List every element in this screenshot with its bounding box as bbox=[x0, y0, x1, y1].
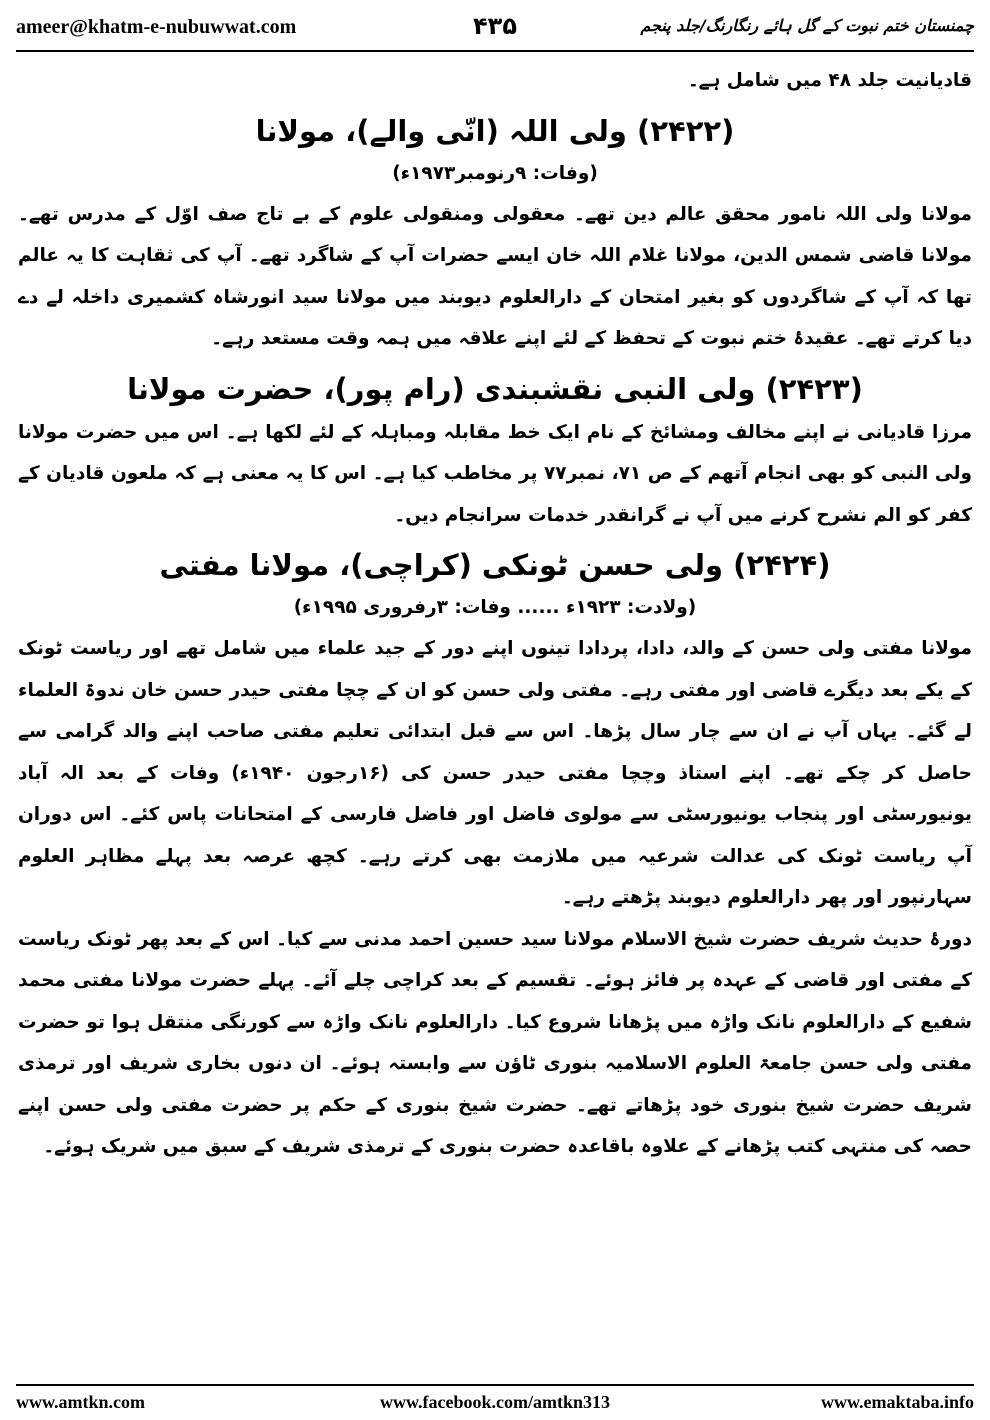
section-paragraph: مولانا ولی اللہ نامور محقق عالم دین تھے۔ معقولی ومنقولی علوم کے بے تاج صف اوّل کے مدرس تھے۔ مولانا قاضی شمس الدین، مولانا غلام اللہ خان ایسے حضرات آپ کے شاگرد تھے۔ آپ کی ثقاہت کا یہ عالم تھا کہ آپ کے شاگردوں کو بغیر امتحان کے دارالعلوم دیوبند میں مولانا سید انورشاہ کشمیری داخلہ لے دے دیا کرتے تھے۔ عقیدۂ ختم نبوت کے تحفظ کے لئے اپنے علاقہ میں ہمہ وقت مستعد رہے۔ bbox=[18, 203, 972, 349]
section-paragraph: مولانا مفتی ولی حسن کے والد، دادا، پردادا تینوں اپنے دور کے جید علماء میں شامل تھے اور ریاست ٹونک کے یکے بعد دیگرے قاضی اور مفتی رہے۔ مفتی ولی حسن کو ان کے چچا مفتی حیدر حسن خان ندوۃ العلماء لے گئے۔ یہاں آپ نے ان سے چار سال پڑھا۔ اس سے قبل ابتدائی تعلیم مفتی صاحب اپنے والد گرامی سے حاصل کر چکے تھے۔ اپنے استاذ وچچا مفتی حیدر حسن کی (۱۶رجون ۱۹۴۰ء) وفات کے بعد الہ آباد یونیورسٹی اور پنجاب یونیورسٹی سے مولوی فاضل اور فاضل فارسی کے امتحانات پاس کئے۔ اس دوران آپ ریاست ٹونک کی عدالت شرعیہ میں ملازمت بھی کرتے رہے۔ کچھ عرصہ بعد پہلے مظاہر العلوم سہارنپور اور پھر دارالعلوم دیوبند پڑھتے رہے۔ bbox=[18, 638, 973, 908]
section-heading: (۲۴۲۳) ولی النبی نقشبندی (رام پور)، حضرت مولانا bbox=[127, 371, 863, 406]
header-email: ameer@khatm-e-nubuwwat.com bbox=[16, 16, 297, 38]
section-2423 bbox=[18, 366, 972, 537]
footer-link-amtkn[interactable]: www.amtkn.com bbox=[16, 1392, 145, 1412]
book-title: چمنستان ختم نبوت کے گل ہائے رنگارنگ/جلد پنجم bbox=[640, 16, 974, 35]
footer-divider bbox=[16, 1384, 974, 1386]
section-heading: (۲۴۲۲) ولی اللہ (انّی والے)، مولانا bbox=[255, 113, 735, 148]
section-paragraph: دورۂ حدیث شریف حضرت شیخ الاسلام مولانا سید حسین احمد مدنی سے کیا۔ اس کے بعد پھر ٹونک ریاست کے مفتی اور قاضی کے عہدہ پر فائز ہوئے۔ تقسیم کے بعد کراچی چلے آئے۔ پہلے حضرت مولانا مفتی محمد شفیع کے دارالعلوم نانک واڑہ میں پڑھانا شروع کیا۔ دارالعلوم نانک واڑہ سے کورنگی منتقل ہوا تو حضرت مفتی ولی حسن جامعۃ العلوم الاسلامیہ بنوری ٹاؤن سے وابستہ ہوئے۔ ان دنوں بخاری شریف اور ترمذی شریف حضرت شیخ بنوری خود پڑھاتے تھے۔ حضرت شیخ بنوری کے حکم پر حضرت مفتی ولی حسن اپنے حصہ کی منتہی کتب پڑھانے کے علاوہ باقاعدہ حضرت بنوری کے ترمذی شریف کے سبق میں شریک ہوئے۔ bbox=[18, 928, 972, 1157]
section-2424 bbox=[18, 542, 972, 1168]
section-paragraph: مرزا قادیانی نے اپنے مخالف ومشائخ کے نام ایک خط مقابلہ ومباہلہ کے لئے لکھا ہے۔ اس میں حضرت مولانا ولی النبی کو بھی انجام آتھم کے ص ۷۱، نمبر۷۷ پر مخاطب کیا ہے۔ اس کا یہ معنی ہے کہ ملعون قادیان کے کفر کو الم نشرح کرنے میں آپ نے گرانقدر خدمات سرانجام دیں۔ bbox=[18, 421, 972, 526]
section-heading: (۲۴۲۴) ولی حسن ٹونکی (کراچی)، مولانا مفتی bbox=[159, 548, 831, 582]
footer-link-emaktaba[interactable]: www.emaktaba.info bbox=[820, 1392, 974, 1412]
footer-link-facebook[interactable]: www.facebook.com/amtkn313 bbox=[380, 1392, 610, 1412]
page-number: ۴۳۵ bbox=[473, 12, 517, 40]
header-divider bbox=[16, 50, 974, 52]
section-2422 bbox=[18, 108, 972, 360]
section-dates: (وفات: ۹رنومبر۱۹۷۳ء) bbox=[392, 162, 598, 184]
page-body bbox=[18, 60, 972, 1378]
section-dates: (ولادت: ۱۹۲۳ء ...... وفات: ۳رفروری ۱۹۹۵ء) bbox=[293, 597, 697, 618]
intro-line: قادیانیت جلد ۴۸ میں شامل ہے۔ bbox=[687, 70, 972, 91]
page-footer bbox=[16, 1388, 974, 1416]
page-header bbox=[16, 10, 974, 50]
